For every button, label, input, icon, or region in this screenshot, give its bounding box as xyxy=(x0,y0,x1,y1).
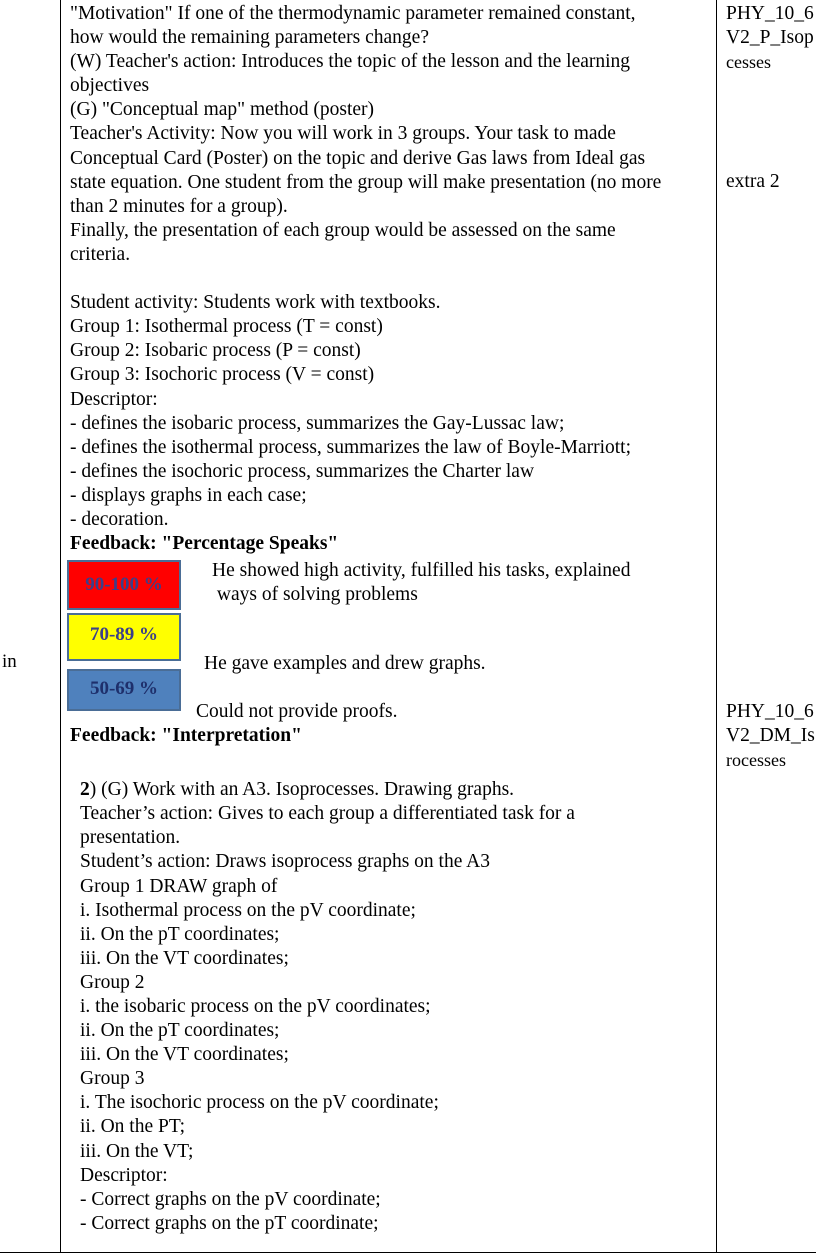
text-line: iii. On the VT; xyxy=(80,1140,194,1162)
resource-reference-2: extra 2 xyxy=(726,171,780,192)
text-line: i. the isobaric process on the pV coordinates; xyxy=(80,996,431,1017)
lesson-content xyxy=(70,2,710,1236)
text-line: ii. On the pT coordinates; xyxy=(80,923,280,945)
intro-block xyxy=(70,2,710,267)
text-line: Finally, the presentation of each group would be assessed on the same xyxy=(70,219,616,241)
text-line: - Correct graphs on the pT coordinate; xyxy=(80,1212,379,1234)
text-line: - defines the isothermal process, summarizes the law of Boyle-Marriott; xyxy=(70,436,632,458)
legend-description-90-100: He showed high activity, fulfilled his tasks, explained ways of solving problems xyxy=(212,560,631,606)
text-line: Teacher's Activity: Now you will work in 3 groups. Your task to made xyxy=(70,123,616,145)
text-line: iii. On the VT coordinates; xyxy=(80,947,289,969)
text-line: i. The isochoric process on the pV coordinate; xyxy=(80,1092,439,1114)
text-line: Conceptual Card (Poster) on the topic and derive Gas laws from Ideal gas xyxy=(70,147,646,169)
feedback-heading-interpretation: Feedback: "Interpretation" xyxy=(70,725,302,747)
feedback-heading-percentage: Feedback: "Percentage Speaks" xyxy=(70,533,339,555)
text-line: how would the remaining parameters change? xyxy=(70,27,429,49)
text-line: Teacher’s action: Gives to each group a differentiated task for a xyxy=(80,803,575,825)
section-number: 2 xyxy=(80,779,90,801)
text-line: - displays graphs in each case; xyxy=(70,484,307,506)
text-line: - defines the isobaric process, summarizes the Gay-Lussac law; xyxy=(70,412,565,434)
text-line: than 2 minutes for a group). xyxy=(70,195,288,217)
legend-box-50-69: 50-69 % xyxy=(67,669,181,711)
text-line: Group 2: Isobaric process (P = const) xyxy=(70,340,361,362)
text-line: Group 1: Isothermal process (T = const) xyxy=(70,316,383,338)
assessment-legend xyxy=(70,556,710,756)
text-line: i. Isothermal process on the pV coordinate; xyxy=(80,899,416,921)
section-2-block xyxy=(70,778,710,1236)
text-line: Descriptor: xyxy=(70,388,158,410)
section-2-title: 2) (G) Work with an A3. Isoprocesses. Drawing graphs. xyxy=(80,779,515,801)
text-line: Group 1 DRAW graph of xyxy=(80,875,278,897)
legend-description-70-89: He gave examples and drew graphs. xyxy=(204,653,486,675)
legend-description-50-69: Could not provide proofs. xyxy=(196,701,398,723)
text-line: Descriptor: xyxy=(80,1164,168,1186)
column-divider-right xyxy=(716,0,717,1253)
resource-reference-1: PHY_10_6 V2_P_Isop cesses xyxy=(726,3,814,73)
text-line: - Correct graphs on the pV coordinate; xyxy=(80,1188,381,1210)
text-line: iii. On the VT coordinates; xyxy=(80,1044,289,1066)
text-line: ii. On the pT coordinates; xyxy=(80,1020,280,1042)
text-line: state equation. One student from the group will make presentation (no more xyxy=(70,171,662,193)
text-line: criteria. xyxy=(70,243,131,265)
activity-block xyxy=(70,291,710,532)
text-line: Group 3 xyxy=(80,1068,145,1090)
text-line: Group 3: Isochoric process (V = const) xyxy=(70,364,375,386)
legend-box-70-89: 70-89 % xyxy=(67,613,181,661)
text-line: Student’s action: Draws isoprocess graphs on the A3 xyxy=(80,851,490,873)
text-line: Group 2 xyxy=(80,971,145,993)
column-divider-left xyxy=(60,0,61,1253)
text-line: "Motivation" If one of the thermodynamic parameter remained constant, xyxy=(70,3,636,24)
text-line: Student activity: Students work with textbooks. xyxy=(70,292,441,314)
legend-box-90-100: 90-100 % xyxy=(67,560,181,610)
text-line: (W) Teacher's action: Introduces the topic of the lesson and the learning xyxy=(70,51,631,73)
table-bottom-border xyxy=(0,1252,816,1253)
text-line: presentation. xyxy=(80,827,181,849)
text-line: - decoration. xyxy=(70,508,169,530)
text-line: - defines the isochoric process, summarizes the Charter law xyxy=(70,460,535,482)
text-line: (G) "Conceptual map" method (poster) xyxy=(70,99,375,121)
left-column-text: in xyxy=(2,651,17,672)
resource-reference-3: PHY_10_6 V2_DM_Is rocesses xyxy=(726,701,815,771)
text-line: ii. On the PT; xyxy=(80,1116,186,1138)
text-line: objectives xyxy=(70,75,150,97)
